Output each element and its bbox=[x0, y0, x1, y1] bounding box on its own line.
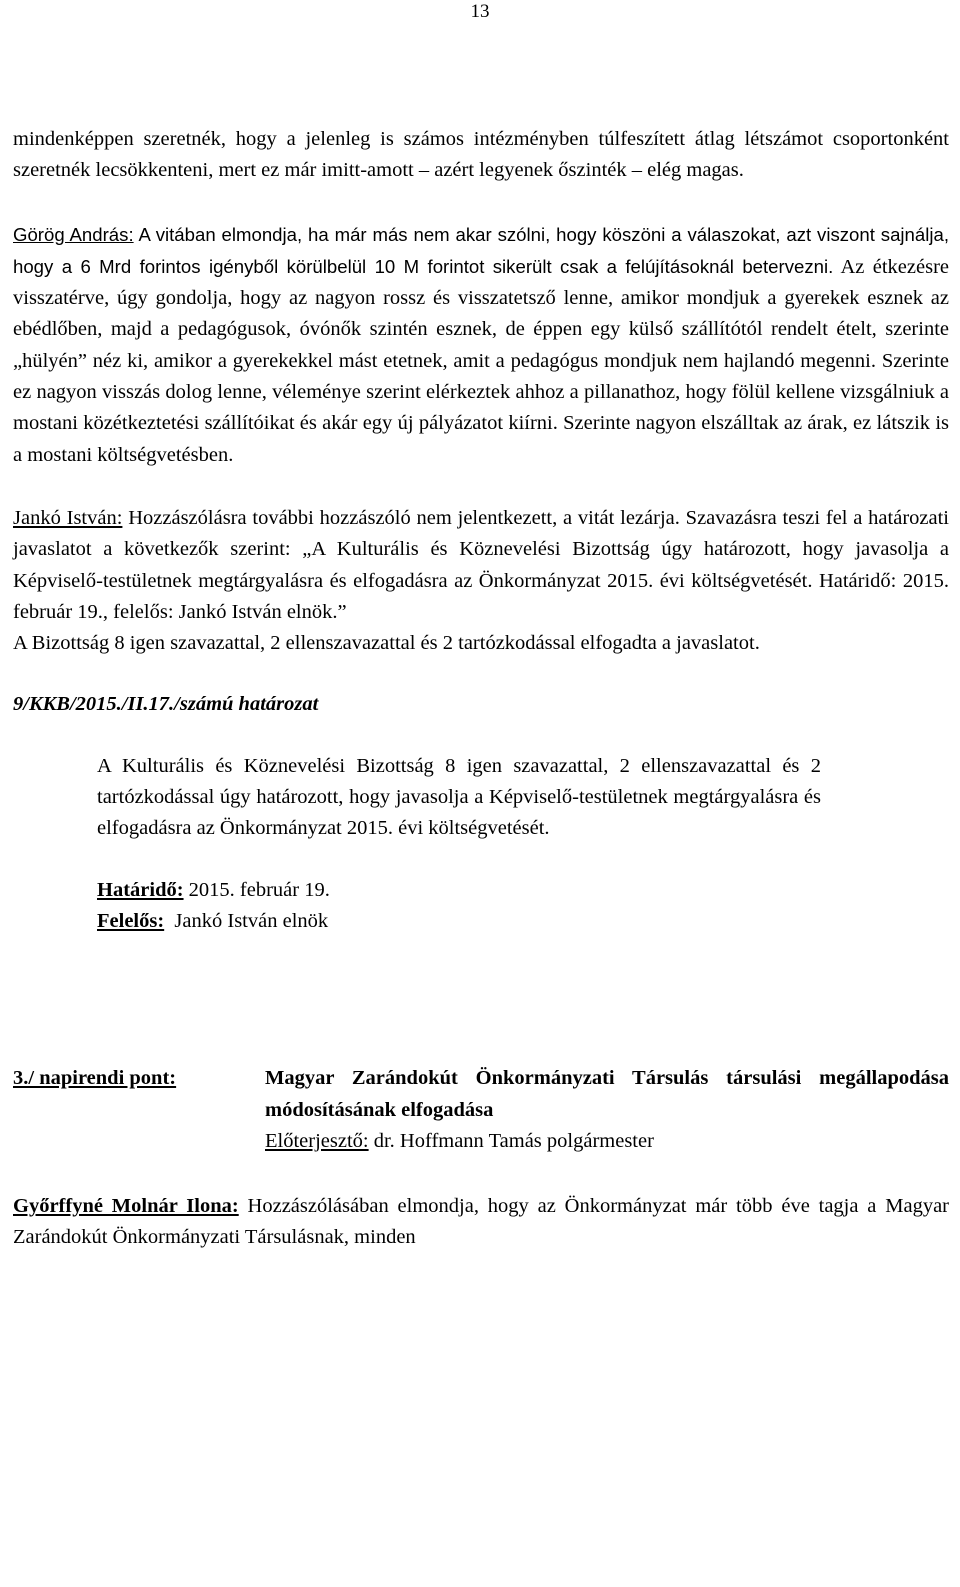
agenda-item bbox=[13, 1063, 949, 1157]
paragraph-gorog-andras bbox=[13, 219, 949, 471]
responsible-label: Felelős: bbox=[97, 909, 165, 932]
paragraph-continuation: mindenképpen szeretnék, hogy a jelenleg is számos intézményben túlfeszített átlag létszámot csoportonként szeretnék lecsökkenteni, mert ez már imitt-amott – azért legyenek őszinték – elég magas. bbox=[13, 128, 949, 182]
agenda-presenter bbox=[265, 1126, 949, 1157]
resolution-body: A Kulturális és Köznevelési Bizottság 8 igen szavazattal, 2 ellenszavazattal és 2 tartózkodással úgy határozott, hogy javasolja a Képviselő-testületnek megtárgyalásra és elfogadásra az Önkormányzat 2015. évi költségvetését. bbox=[97, 754, 821, 840]
paragraph-janko-istvan bbox=[13, 503, 949, 628]
resolution-responsible bbox=[97, 906, 821, 937]
vote-result: A Bizottság 8 igen szavazattal, 2 ellenszavazattal és 2 tartózkodással elfogadta a javaslatot. bbox=[13, 632, 760, 655]
speech-text-sans: A vitában elmondja, ha már más nem akar szólni, hogy köszöni a válaszokat, azt viszont sajnálja, hogy a 6 Mrd forintos igényből körülbelül 10 M forintot sikerült csak a felújításoknál betervezni. bbox=[13, 223, 949, 277]
deadline-label: Határidő: bbox=[97, 878, 184, 901]
speech-text: Hozzászólásra további hozzászóló nem jelentkezett, a vitát lezárja. Szavazásra teszi fel a határozati javaslatot a következők szerint: „A Kulturális és Köznevelési Bizottság úgy határozott, hogy javasolja a Képviselő-testületnek megtárgyalásra és elfogadásra az Önkormányzat 2015. évi költségvetését. Határidő: 2015. február 19., felelős: Jankó István elnök.” bbox=[13, 506, 949, 623]
responsible-value: Jankó István elnök bbox=[164, 909, 329, 932]
speaker-name: Jankó István: bbox=[13, 506, 123, 529]
document-body bbox=[13, 124, 949, 1254]
agenda-title: Magyar Zarándokút Önkormányzati Társulás társulási megállapodása módosításának elfogadása bbox=[265, 1067, 949, 1121]
agenda-label: 3./ napirendi pont: bbox=[13, 1067, 177, 1090]
speech-text: Az étkezésre visszatérve, úgy gondolja, hogy az nagyon rossz és visszatetsző lenne, amikor mondjuk a gyerekek esznek az ebédlőben, majd a pedagógusok, óvónők szintén esznek, de éppen egy külső szállítótól rendelt ételt, szerinte „hülyén” néz ki, amikor a gyerekekkel mást etetnek, amit a pedagógus mondjuk nem hajlandó megenni. Szerinte ez nagyon visszás dolog lenne, véleménye szerint elérkeztek ahhoz a pillanathoz, hogy fölül kellene vizsgálniuk a mostani közétkeztetési szállítóikat és akár egy új pályázatot kiírni. Szerinte nagyon elszálltak az árak, ez látszik is a mostani költségvetésben. bbox=[13, 255, 949, 466]
presenter-label: Előterjesztő: bbox=[265, 1129, 369, 1152]
page-number: 13 bbox=[470, 1, 490, 22]
deadline-value: 2015. február 19. bbox=[183, 878, 330, 901]
paragraph-gyorffyne bbox=[13, 1191, 949, 1254]
resolution-deadline bbox=[97, 875, 821, 906]
resolution-number: 9/KKB/2015./II.17./számú határozat bbox=[13, 693, 319, 716]
speech-text: Hozzászólásában elmondja, hogy az Önkormányzat már több éve tagja a Magyar Zarándokút Önkormányzati Társulásnak, minden bbox=[13, 1195, 950, 1249]
speaker-name: Győrffyné Molnár Ilona: bbox=[13, 1195, 239, 1218]
speaker-name: Görög András: bbox=[13, 223, 134, 245]
presenter-value: dr. Hoffmann Tamás polgármester bbox=[368, 1129, 654, 1152]
